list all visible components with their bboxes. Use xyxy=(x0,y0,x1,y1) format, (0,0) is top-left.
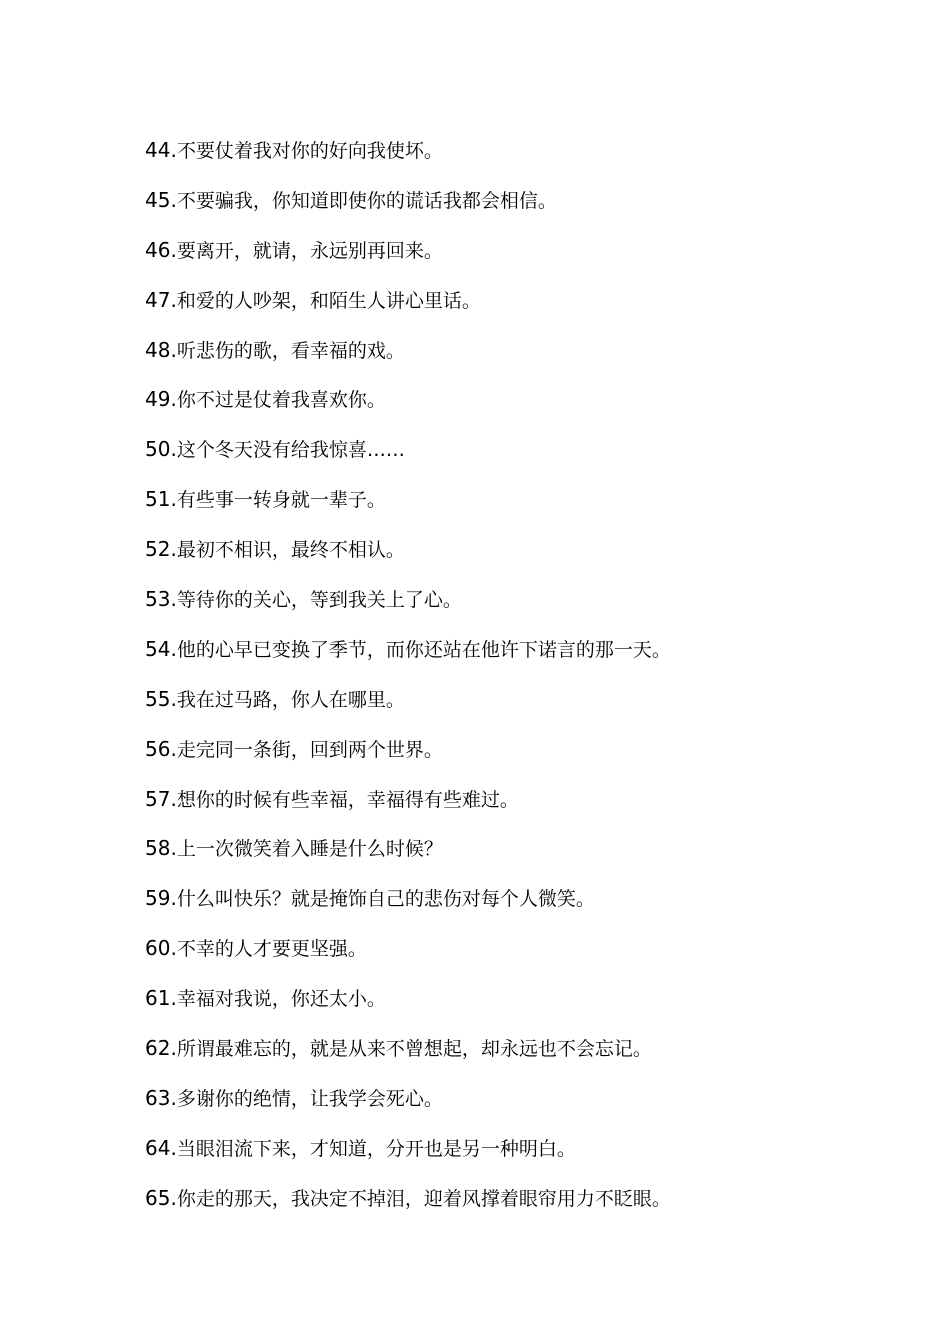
item-number: 50. xyxy=(145,437,177,462)
item-number: 54. xyxy=(145,636,177,661)
list-item xyxy=(145,684,905,734)
item-number: 60. xyxy=(145,936,177,961)
item-number: 65. xyxy=(145,1185,177,1210)
item-text: 我在过马路，你人在哪里。 xyxy=(176,688,405,711)
item-text: 要离开，就请，永远别再回来。 xyxy=(176,239,443,262)
item-number: 51. xyxy=(145,487,177,512)
list-item xyxy=(145,584,905,634)
list-item xyxy=(145,983,905,1033)
list-item xyxy=(145,235,905,285)
item-number: 64. xyxy=(145,1135,177,1160)
item-number: 62. xyxy=(145,1036,177,1061)
item-text: 想你的时候有些幸福，幸福得有些难过。 xyxy=(176,788,519,811)
item-number: 46. xyxy=(145,237,177,262)
item-text: 你走的那天，我决定不掉泪，迎着风撑着眼帘用力不眨眼。 xyxy=(176,1187,671,1210)
list-item xyxy=(145,634,905,684)
item-text: 多谢你的绝情，让我学会死心。 xyxy=(176,1087,443,1110)
item-text: 他的心早已变换了季节，而你还站在他许下诺言的那一天。 xyxy=(176,638,671,661)
item-text: 最初不相识，最终不相认。 xyxy=(176,539,405,562)
item-text: 幸福对我说，你还太小。 xyxy=(176,988,386,1011)
list-item xyxy=(145,434,905,484)
item-number: 58. xyxy=(145,836,177,861)
list-item xyxy=(145,1133,905,1183)
list-item xyxy=(145,534,905,584)
list-item xyxy=(145,833,905,883)
item-number: 63. xyxy=(145,1085,177,1110)
list-item xyxy=(145,734,905,784)
item-number: 44. xyxy=(145,138,177,162)
item-text: 所谓最难忘的，就是从来不曾想起，却永远也不会忘记。 xyxy=(176,1038,652,1061)
quote-list xyxy=(145,135,905,1233)
item-number: 47. xyxy=(145,287,177,312)
item-number: 52. xyxy=(145,537,177,562)
item-text: 等待你的关心，等到我关上了心。 xyxy=(176,589,462,612)
item-text: 不幸的人才要更坚强。 xyxy=(176,938,367,961)
list-item xyxy=(145,185,905,235)
item-number: 57. xyxy=(145,786,177,811)
list-item xyxy=(145,1033,905,1083)
item-text: 上一次微笑着入睡是什么时候？ xyxy=(176,838,443,861)
list-item xyxy=(145,135,905,185)
item-text: 当眼泪流下来，才知道，分开也是另一种明白。 xyxy=(176,1137,576,1160)
item-text: 听悲伤的歌，看幸福的戏。 xyxy=(176,339,405,362)
item-number: 55. xyxy=(145,686,177,711)
list-item xyxy=(145,933,905,983)
item-number: 45. xyxy=(145,187,177,212)
item-text: 有些事一转身就一辈子。 xyxy=(176,489,386,512)
item-text: 你不过是仗着我喜欢你。 xyxy=(176,389,386,412)
list-item xyxy=(145,784,905,834)
item-number: 56. xyxy=(145,736,177,761)
item-text: 走完同一条街，回到两个世界。 xyxy=(176,738,443,761)
item-text: 这个冬天没有给我惊喜…… xyxy=(176,439,405,462)
list-item xyxy=(145,883,905,933)
list-item xyxy=(145,1083,905,1133)
list-item xyxy=(145,384,905,434)
item-number: 48. xyxy=(145,337,177,362)
item-number: 59. xyxy=(145,886,177,911)
list-item xyxy=(145,335,905,385)
list-item xyxy=(145,285,905,335)
item-text: 什么叫快乐？就是掩饰自己的悲伤对每个人微笑。 xyxy=(176,888,595,911)
list-item xyxy=(145,1183,905,1233)
item-number: 53. xyxy=(145,587,177,612)
item-text: 不要骗我，你知道即使你的谎话我都会相信。 xyxy=(176,189,557,212)
item-text: 不要仗着我对你的好向我使坏。 xyxy=(176,140,443,162)
item-number: 49. xyxy=(145,387,177,412)
item-number: 61. xyxy=(145,986,177,1011)
list-item xyxy=(145,484,905,534)
item-text: 和爱的人吵架，和陌生人讲心里话。 xyxy=(176,289,481,312)
